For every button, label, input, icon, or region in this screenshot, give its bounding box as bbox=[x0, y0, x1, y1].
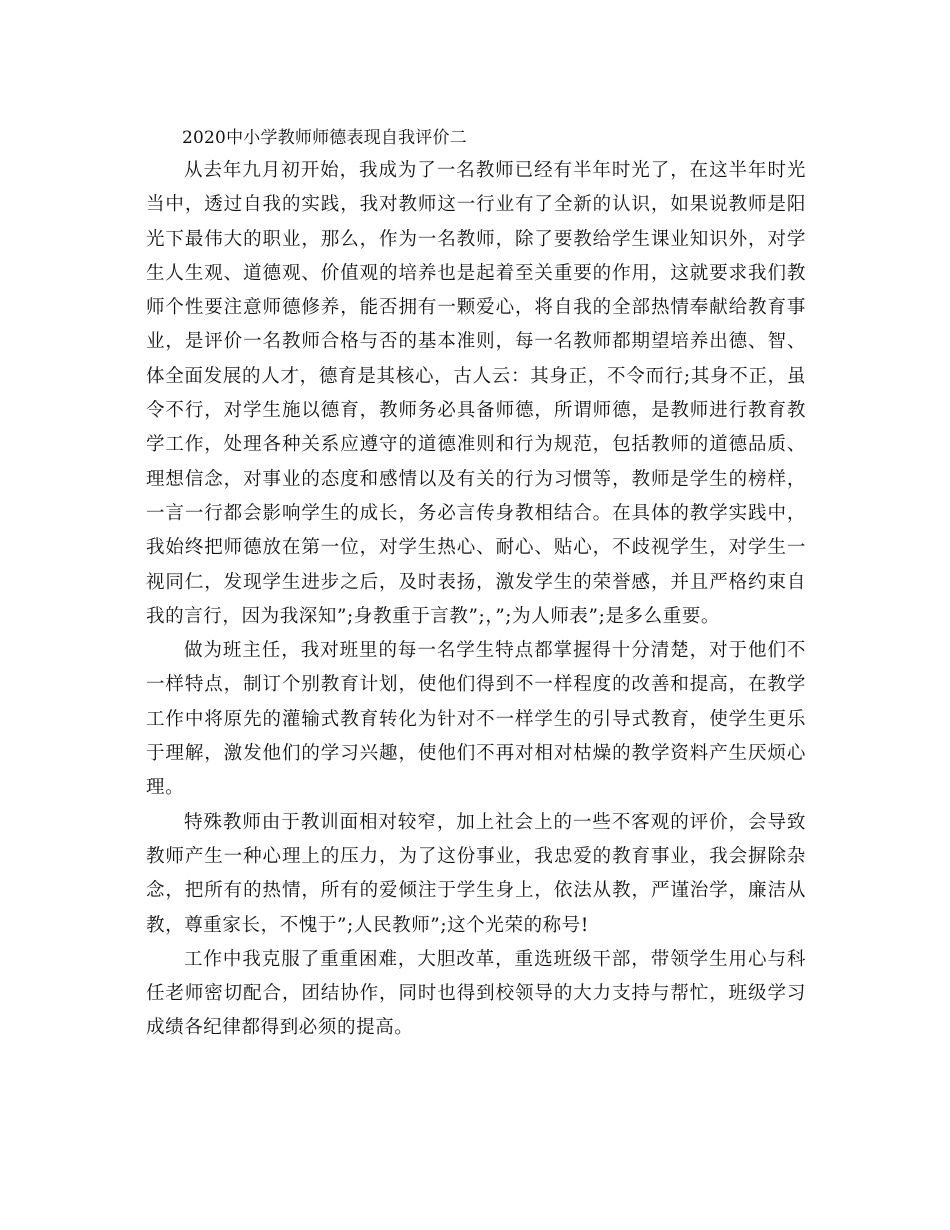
document-page bbox=[146, 122, 806, 1046]
paragraph-4: 工作中我克服了重重困难，大胆改革，重选班级干部，带领学生用心与科任老师密切配合，团结协作，同时也得到校领导的大力支持与帮忙，班级学习成绩各纪律都得到必须的提高。 bbox=[146, 948, 806, 1039]
paragraph-1: 从去年九月初开始，我成为了一名教师已经有半年时光了，在这半年时光当中，透过自我的实践，我对教师这一行业有了全新的认识，如果说教师是阳光下最伟大的职业，那么，作为一名教师，除了要教给学生课业知识外，对学生人生观、道德观、价值观的培养也是起着至关重要的作用，这就要求我们教师个性要注意师德修养，能否拥有一颗爱心，将自我的全部热情奉献给教育事业，是评价一名教师合格与否的基本准则，每一名教师都期望培养出德、智、体全面发展的人才，德育是其核心，古人云：其身正，不令而行;其身不正，虽令不行，对学生施以德育，教师务必具备师德，所谓师德，是教师进行教育教学工作，处理各种关系应遵守的道德准则和行为规范，包括教师的道德品质、理想信念，对事业的态度和感情以及有关的行为习惯等，教师是学生的榜样，一言一行都会影响学生的成长，务必言传身教相结合。在具体的教学实践中，我始终把师德放在第一位，对学生热心、耐心、贴心，不歧视学生，对学生一视同仁，发现学生进步之后，及时表扬，激发学生的荣誉感，并且严格约束自我的言行，因为我深知”;身教重于言教”;，”;为人师表”;是多么重要。 bbox=[146, 160, 806, 627]
paragraph-3: 特殊教师由于教训面相对较窄，加上社会上的一些不客观的评价，会导致教师产生一种心理上的压力，为了这份事业，我忠爱的教育事业，我会摒除杂念，把所有的热情，所有的爱倾注于学生身上，依法从教，严谨治学，廉洁从教，尊重家长，不愧于”;人民教师”;这个光荣的称号! bbox=[146, 811, 806, 936]
document-title: 2020中小学教师师德表现自我评价二 bbox=[182, 128, 467, 148]
paragraph-2: 做为班主任，我对班里的每一名学生特点都掌握得十分清楚，对于他们不一样特点，制订个别教育计划，使他们得到不一样程度的改善和提高，在教学工作中将原先的灌输式教育转化为针对不一样学生的引导式教育，使学生更乐于理解，激发他们的学习兴趣，使他们不再对相对枯燥的教学资料产生厌烦心理。 bbox=[146, 640, 806, 799]
